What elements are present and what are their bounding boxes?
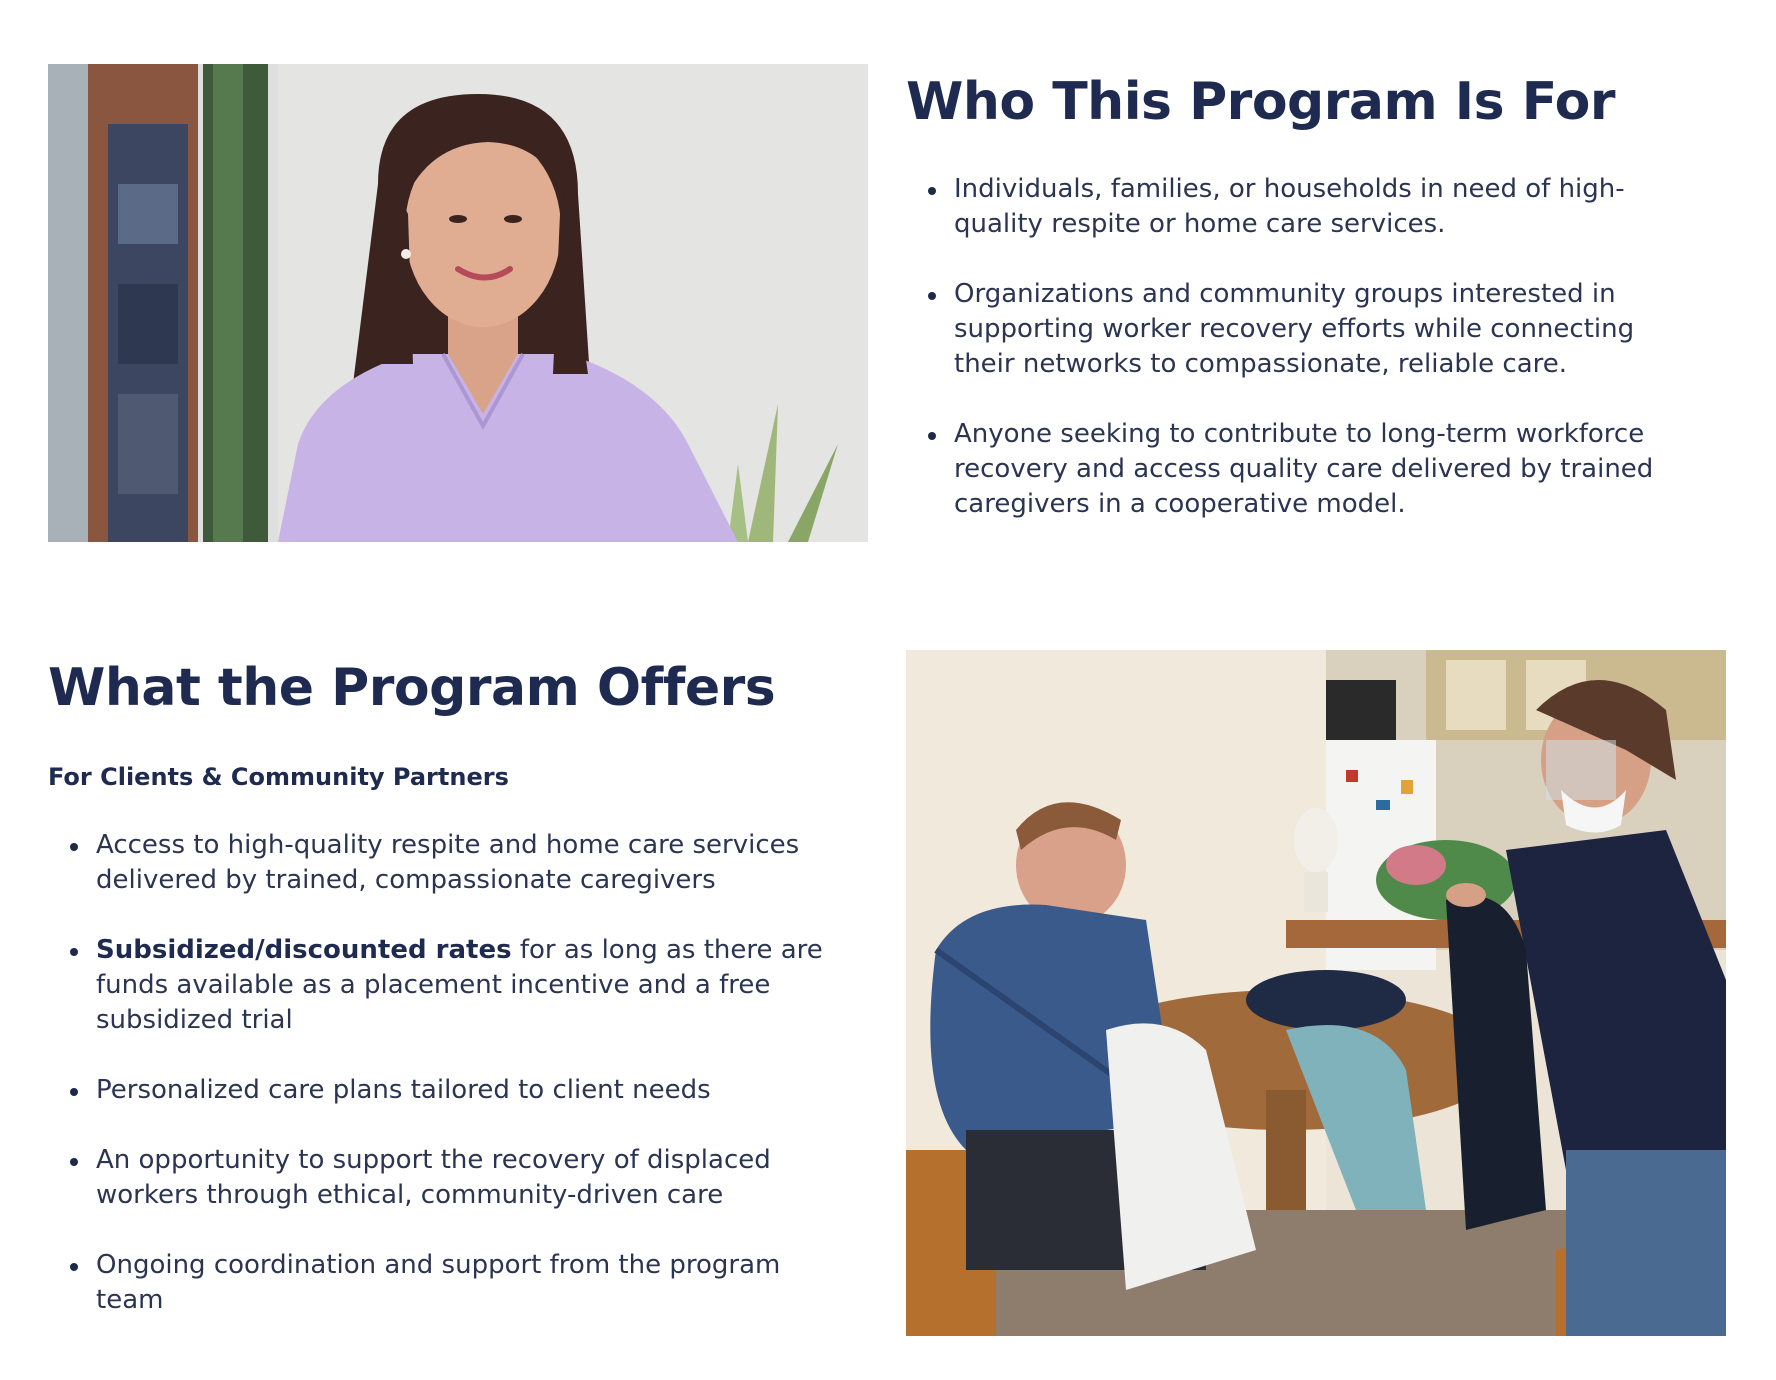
who-bullet-list: [906, 172, 1686, 522]
list-item-bold-text: Subsidized/discounted rates: [96, 935, 512, 965]
list-item-text: for as long as there are funds available as a placement incentive and a free subsidized trial: [96, 935, 823, 1035]
home-care-photo: [906, 650, 1726, 1336]
list-item-text: Access to high-quality respite and home care services delivered by trained, compassionate caregivers: [96, 830, 800, 895]
offers-bullet-list: [48, 828, 848, 1318]
who-title: Who This Program Is For: [906, 72, 1615, 132]
list-item-text: An opportunity to support the recovery of displaced workers through ethical, community-driven care: [96, 1145, 771, 1210]
who-text-block: [906, 66, 1686, 557]
list-item: [48, 1143, 848, 1213]
list-item: Organizations and community groups interested in supporting worker recovery efforts while connecting their networks to compassionate, reliable care.: [906, 277, 1686, 382]
list-item: Individuals, families, or households in need of high-quality respite or home care services.: [906, 172, 1686, 242]
list-item: [48, 828, 848, 898]
list-item: [48, 1248, 848, 1318]
list-item: [48, 1073, 848, 1108]
who-section: [0, 0, 1776, 620]
offers-title: What the Program Offers: [48, 658, 776, 718]
caregiver-photo: [48, 64, 868, 542]
offers-section: [0, 620, 1776, 1380]
list-item-text: Personalized care plans tailored to client needs: [96, 1075, 711, 1105]
list-item-text: Ongoing coordination and support from the program team: [96, 1250, 781, 1315]
offers-subtitle: For Clients & Community Partners: [48, 763, 509, 791]
list-item: Anyone seeking to contribute to long-term workforce recovery and access quality care delivered by trained caregivers in a cooperative model.: [906, 417, 1686, 522]
list-item: [48, 933, 848, 1038]
offers-text-block: [48, 652, 848, 1353]
